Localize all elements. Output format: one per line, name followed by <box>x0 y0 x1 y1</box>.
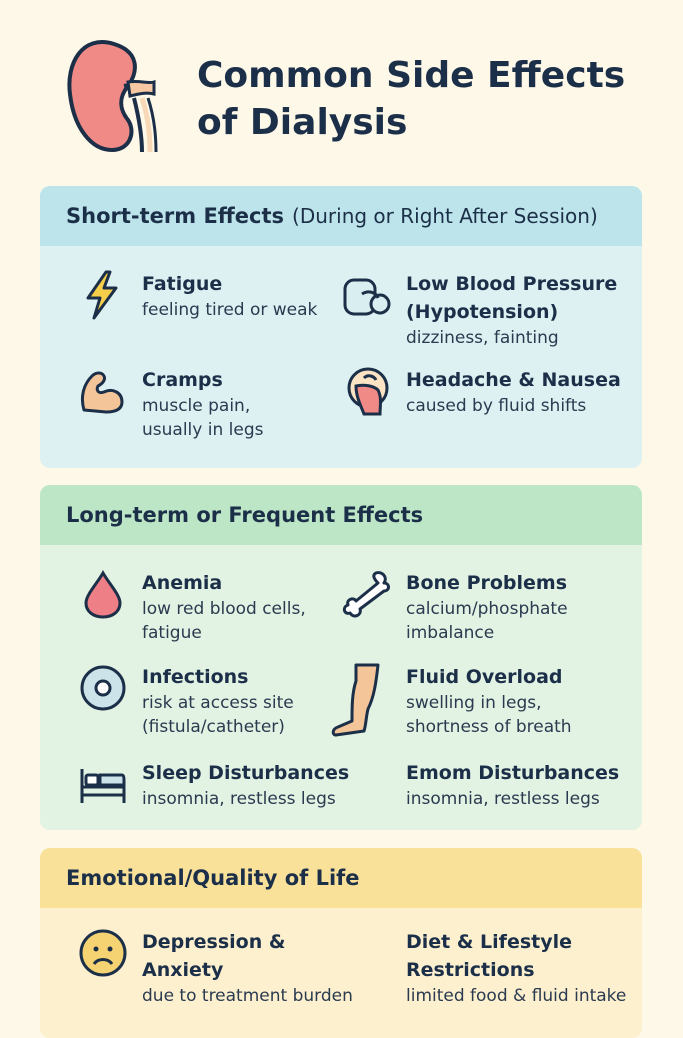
effect-name: Sleep Disturbances <box>142 762 350 784</box>
long-term-section <box>40 485 642 830</box>
emotional-title: Emotional/Quality of Life <box>66 866 360 890</box>
sad-face-icon <box>78 928 128 978</box>
long-term-heading <box>40 485 642 545</box>
effect-desc: swelling in legs, shortness of breath <box>406 693 572 737</box>
effect-desc: dizziness, fainting <box>406 328 559 348</box>
lightning-icon <box>78 270 128 320</box>
header <box>0 0 683 180</box>
leg-icon <box>330 663 386 739</box>
effect-desc: due to treatment burden <box>142 986 353 1006</box>
blood-drop-icon <box>78 569 128 619</box>
effect-name: Fluid Overload <box>406 666 563 688</box>
bed-icon <box>78 759 128 809</box>
effect-desc: insomnia, restless legs <box>142 789 336 809</box>
short-term-heading <box>40 186 642 246</box>
effect-name: Anemia <box>142 572 223 594</box>
flexed-arm-icon <box>78 366 128 416</box>
effect-name: Bone Problems <box>406 572 568 594</box>
short-term-subtitle: (During or Right After Session) <box>292 204 598 228</box>
effect-desc: risk at access site (fistula/catheter) <box>142 693 294 737</box>
effect-desc: insomnia, restless legs <box>406 789 600 809</box>
effect-name: Headache & Nausea <box>406 369 621 391</box>
page-title: Common Side Effects of Dialysis <box>197 55 626 143</box>
short-term-title: Short-term Effects <box>66 204 285 228</box>
short-term-section <box>40 186 642 468</box>
effect-name: Fatigue <box>142 273 223 295</box>
effect-name: Low Blood Pressure (Hypotension) <box>406 273 618 323</box>
effect-name: Cramps <box>142 369 223 391</box>
long-term-title: Long-term or Frequent Effects <box>66 503 424 527</box>
effect-name: Depression & Anxiety <box>142 931 286 981</box>
kidney-icon <box>62 34 162 154</box>
effect-desc: calcium/phosphate imbalance <box>406 599 568 643</box>
blood-pressure-icon <box>342 270 392 320</box>
effect-name: Emom Disturbances <box>406 762 620 784</box>
effect-name: Infections <box>142 666 249 688</box>
effect-desc: muscle pain, usually in legs <box>142 396 264 440</box>
emotional-heading <box>40 848 642 908</box>
effect-desc: caused by fluid shifts <box>406 396 587 416</box>
effect-desc: limited food & fluid intake <box>406 986 627 1006</box>
target-icon <box>78 663 128 713</box>
sick-head-icon <box>342 366 392 416</box>
effect-name: Diet & Lifestyle Restrictions <box>406 931 572 981</box>
effect-desc: feeling tired or weak <box>142 300 318 320</box>
effect-desc: low red blood cells, fatigue <box>142 599 306 643</box>
emotional-section <box>40 848 642 1038</box>
bone-icon <box>342 569 392 619</box>
